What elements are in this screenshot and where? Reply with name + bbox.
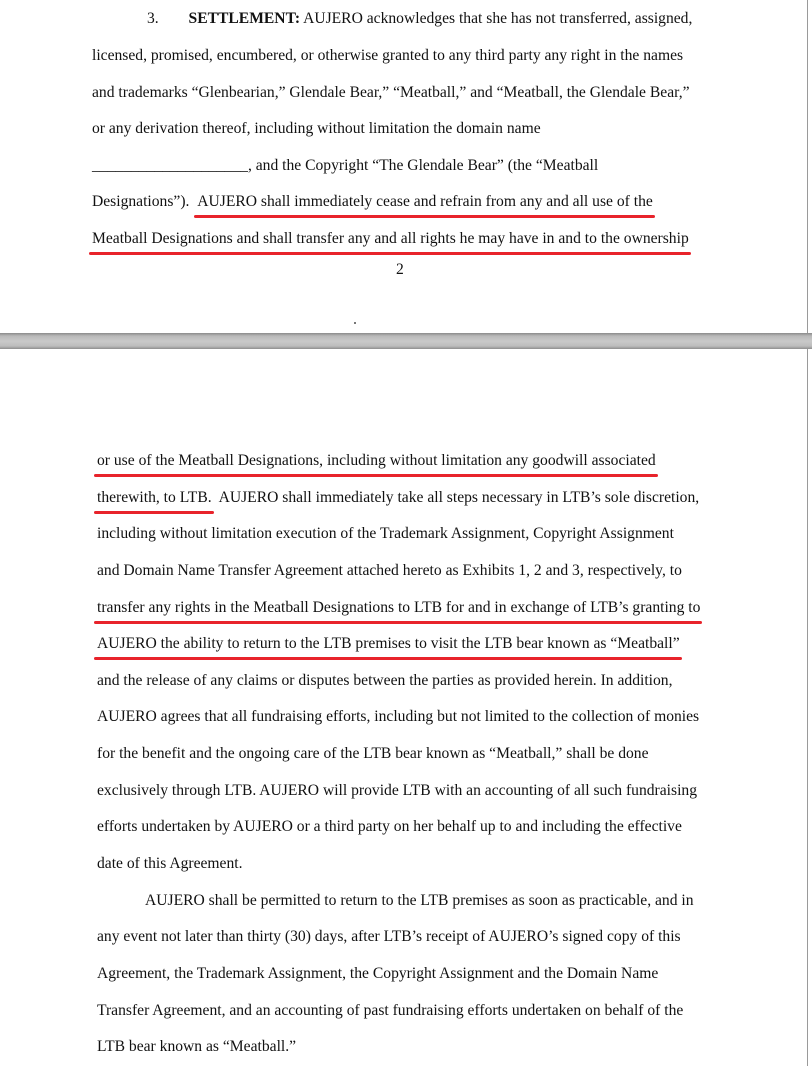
text-line: AUJERO shall be permitted to return to the LTB premises as soon as practicable, and in <box>145 892 694 909</box>
text-span: AUJERO shall immediately take all steps necessary in LTB’s sole discretion, <box>218 489 700 506</box>
text-line: date of this Agreement. <box>97 855 243 872</box>
text-line <box>92 229 689 249</box>
highlighted-text: or use of the Meatball Designations, including without limitation any goodwill associated <box>97 452 656 469</box>
text-span: , and the Copyright “The Glendale Bear” (the “Meatball <box>247 157 599 174</box>
text-line: and the release of any claims or disputes between the parties as provided herein. In addition, <box>97 672 673 689</box>
page-separator <box>0 333 812 349</box>
highlighted-text: transfer any rights in the Meatball Designations to LTB for and in exchange of LTB’s granting to <box>97 599 701 616</box>
text-line: or any derivation thereof, including without limitation the domain name <box>92 120 541 137</box>
text-line: for the benefit and the ongoing care of the LTB bear known as “Meatball,” shall be done <box>97 745 649 762</box>
text-line <box>97 451 656 471</box>
text-line <box>97 634 680 654</box>
text-line: efforts undertaken by AUJERO or a third party on her behalf up to and including the effective <box>97 818 682 835</box>
text-line <box>97 488 699 508</box>
text-line: including without limitation execution of the Trademark Assignment, Copyright Assignment <box>97 525 674 542</box>
text-line: LTB bear known as “Meatball.” <box>97 1038 297 1055</box>
page-number: 2 <box>396 261 404 278</box>
text-line: exclusively through LTB. AUJERO will provide LTB with an accounting of all such fundraising <box>97 782 697 799</box>
text-line: AUJERO agrees that all fundraising efforts, including but not limited to the collection of monies <box>97 708 700 725</box>
text-line: Transfer Agreement, and an accounting of past fundraising efforts undertaken on behalf of the <box>97 1002 684 1019</box>
scan-speck <box>354 322 356 324</box>
document-page-3 <box>0 349 812 1066</box>
section-heading: SETTLEMENT: <box>188 10 301 27</box>
text-line: licensed, promised, encumbered, or otherwise granted to any third party any right in the names <box>92 47 684 64</box>
text-line: any event not later than thirty (30) days, after LTB’s receipt of AUJERO’s signed copy of this <box>97 928 681 945</box>
highlighted-text: therewith, to LTB. <box>97 489 212 506</box>
text-line <box>147 9 692 29</box>
text-line <box>97 598 700 618</box>
text-span: AUJERO acknowledges that she has not transferred, assigned, <box>303 10 693 27</box>
highlighted-text: AUJERO the ability to return to the LTB premises to visit the LTB bear known as “Meatball” <box>97 635 680 652</box>
section-number: 3. <box>147 10 159 27</box>
domain-blank: ____________________ <box>92 157 248 174</box>
text-line: Agreement, the Trademark Assignment, the Copyright Assignment and the Domain Name <box>97 965 659 982</box>
text-line <box>92 192 653 212</box>
highlighted-text: AUJERO shall immediately cease and refrain from any and all use of the <box>197 193 653 210</box>
text-line <box>92 156 598 176</box>
highlighted-text: Meatball Designations and shall transfer any and all rights he may have in and to the ownership <box>92 230 689 247</box>
page-edge <box>807 349 808 1066</box>
document-page-2 <box>0 0 812 333</box>
page-edge <box>807 0 808 333</box>
text-line: and Domain Name Transfer Agreement attached hereto as Exhibits 1, 2 and 3, respectively, to <box>97 562 682 579</box>
text-line: and trademarks “Glenbearian,” Glendale Bear,” “Meatball,” and “Meatball, the Glendale Bear,” <box>92 84 690 101</box>
text-span: Designations”). <box>92 193 190 210</box>
